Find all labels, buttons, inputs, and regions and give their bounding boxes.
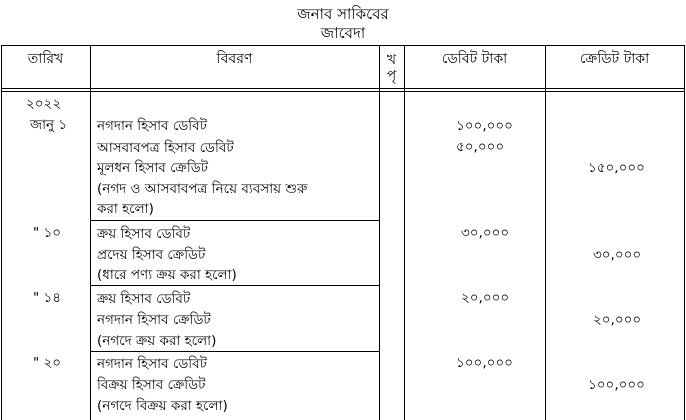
entry-3-debit-1: ২০,০০০ — [461, 290, 510, 306]
date-column-border — [90, 45, 91, 420]
folio-column-border — [404, 45, 405, 420]
entry-4-line-2: বিক্রয় হিসাব ক্রেডিট — [97, 377, 206, 393]
table-right-border — [684, 45, 685, 420]
entry-1-line-2: আসবাবপত্র হিসাব ডেবিট — [97, 140, 234, 156]
journal-title: জাবেদা — [320, 24, 366, 42]
entry-4-date: " ২০ — [33, 355, 62, 371]
header-folio-line1: খ — [386, 52, 397, 68]
entry-1-line-5: করা হলো) — [97, 201, 154, 217]
table-left-border — [1, 45, 2, 420]
entry-3-line-3: (নগদে ক্রয় করা হলো) — [97, 333, 217, 349]
entry-4-credit-1: ১০০,০০০ — [588, 377, 645, 393]
header-description: বিবরণ — [216, 51, 253, 67]
entry-3-date: " ১৪ — [33, 290, 62, 306]
entry-1-line-1: নগদান হিসাব ডেবিট — [97, 118, 207, 134]
entry-4-debit-1: ১০০,০০০ — [456, 355, 513, 371]
entry-4-line-1: নগদান হিসাব ডেবিট — [97, 356, 207, 372]
header-credit: ক্রেডিট টাকা — [579, 51, 650, 67]
entry-2-line-2: প্রদেয় হিসাব ক্রেডিট — [97, 247, 206, 263]
entry-2-line-1: ক্রয় হিসাব ডেবিট — [97, 226, 191, 242]
header-bottom-border — [1, 88, 685, 89]
entry-4-line-3: (নগদে বিক্রয় করা হলো) — [97, 398, 228, 414]
header-bottom-border-2 — [1, 91, 685, 92]
description-column-border — [379, 45, 380, 420]
entry-2-debit-1: ৩০,০০০ — [461, 225, 510, 241]
entry-1-credit-1: ১৫০,০০০ — [588, 160, 645, 176]
entry-divider-1 — [91, 220, 379, 221]
debit-column-border — [545, 45, 546, 420]
entry-1-line-4: (নগদ ও আসবাবপত্র নিয়ে ব্যবসায় শুরু — [97, 181, 308, 197]
entry-3-credit-1: ২০,০০০ — [593, 312, 642, 328]
entry-2-line-3: (ধারে পণ্য ক্রয় করা হলো) — [97, 267, 237, 283]
ledger-owner-title: জনাব সাকিবের — [297, 5, 389, 23]
header-folio — [379, 52, 404, 84]
header-folio-line2: পৃ — [386, 68, 397, 84]
header-debit: ডেবিট টাকা — [441, 51, 508, 67]
entry-2-date: " ১০ — [33, 225, 62, 241]
entry-1-date: জানু ১ — [30, 117, 68, 133]
entry-1-debit-2: ৫০,০০০ — [456, 139, 505, 155]
entry-3-line-1: ক্রয় হিসাব ডেবিট — [97, 291, 191, 307]
entry-1-line-3: মূলধন হিসাব ক্রেডিট — [97, 160, 208, 176]
entry-2-credit-1: ৩০,০০০ — [593, 247, 642, 263]
entry-1-year: ২০২২ — [26, 96, 62, 112]
header-date: তারিখ — [27, 51, 64, 67]
entry-1-debit-1: ১০০,০০০ — [456, 118, 513, 134]
table-top-border — [1, 45, 685, 46]
entry-3-line-2: নগদান হিসাব ক্রেডিট — [97, 312, 211, 328]
